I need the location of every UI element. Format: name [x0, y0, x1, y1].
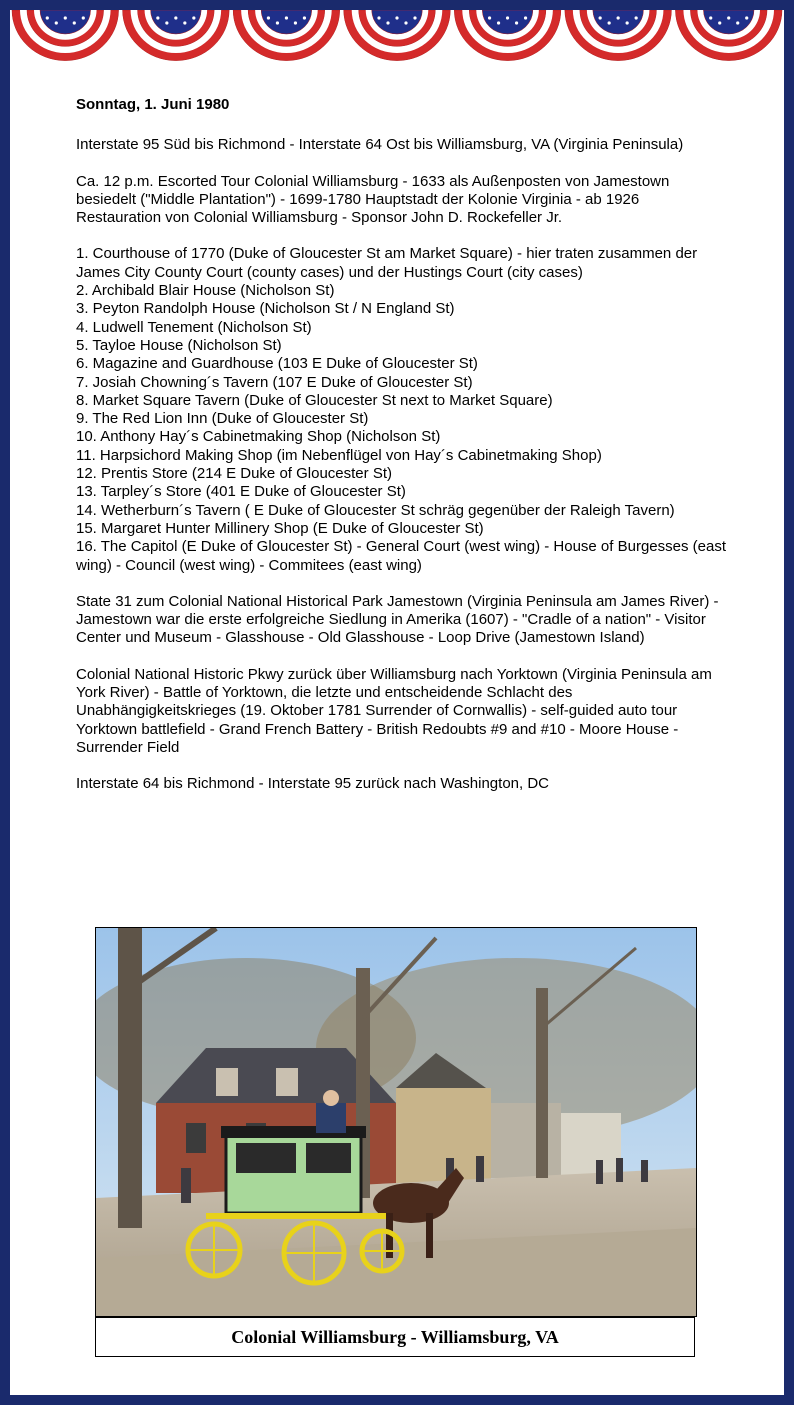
- route-paragraph: Interstate 95 Süd bis Richmond - Interstate 64 Ost bis Williamsburg, VA (Virginia Peninsula): [76, 136, 684, 154]
- bunting-fan: [454, 10, 561, 61]
- tour-paragraph: Ca. 12 p.m. Escorted Tour Colonial Williamsburg - 1633 als Außenposten von Jamestown besiedelt ("Middle Plantation") - 1699-1780 Hauptstadt der Kolonie Virginia - ab 1926 Restauration von Colonial Williamsburg - Sponsor John D. Rockefeller Jr.: [76, 172, 670, 227]
- jamestown-paragraph: State 31 zum Colonial National Historical Park Jamestown (Virginia Peninsula am James River) - Jamestown war die erste erfolgreiche Siedlung in Amerika (1607) - "Cradle of a nation" - Visitor Center und Museum - Glasshouse - Old Glasshouse - Loop Drive (Jamestown Island): [76, 592, 719, 647]
- list-item: 4. Ludwell Tenement (Nicholson St): [76, 318, 312, 336]
- list-item: 5. Tayloe House (Nicholson St): [76, 336, 282, 354]
- list-item: 10. Anthony Hay´s Cabinetmaking Shop (Nicholson St): [76, 428, 441, 446]
- list-item: 14. Wetherburn´s Tavern ( E Duke of Gloucester St schräg gegenüber der Raleigh Tavern): [76, 501, 675, 519]
- list-item: 1. Courthouse of 1770 (Duke of Gloucester St am Market Square) - hier traten zusammen der James City County Court (county cases) und der Hustings Court (city cases): [76, 245, 698, 281]
- williamsburg-photo: [95, 927, 697, 1317]
- list-item: 11. Harpsichord Making Shop (im Nebenflügel von Hay´s Cabinetmaking Shop): [76, 446, 602, 464]
- photo-caption: Colonial Williamsburg - Williamsburg, VA: [95, 1317, 695, 1357]
- bunting-fan: [565, 10, 672, 61]
- list-item: 16. The Capitol (E Duke of Gloucester St) - General Court (west wing) - House of Burgesses (east wing) - Council (west wing) - Commitees (east wing): [76, 538, 726, 574]
- list-item: 12. Prentis Store (214 E Duke of Gloucester St): [76, 465, 392, 483]
- main-content: [76, 96, 726, 812]
- bunting-fan: [12, 10, 119, 61]
- list-item: 6. Magazine and Guardhouse (103 E Duke of Gloucester St): [76, 355, 478, 373]
- bunting-fan: [675, 10, 782, 61]
- list-item: 15. Margaret Hunter Millinery Shop (E Duke of Gloucester St): [76, 519, 484, 537]
- sites-list: [76, 245, 726, 574]
- bunting-fan: [233, 10, 340, 61]
- list-item: 8. Market Square Tavern (Duke of Gloucester St next to Market Square): [76, 391, 553, 409]
- page: [10, 10, 784, 1395]
- carriage-street-scene: [96, 928, 696, 1316]
- yorktown-paragraph: Colonial National Historic Pkwy zurück über Williamsburg nach Yorktown (Virginia Peninsula am York River) - Battle of Yorktown, die letzte und entscheidende Schlacht des Unabhängigkeitskrieges (19. Oktober 1781 Surrender of Cornwallis) - self-guided auto tour Yorktown battlefield - Grand French Battery - British Redoubts #9 and #10 - Moore House - Surrender Field: [76, 665, 712, 756]
- page-date: Sonntag, 1. Juni 1980: [76, 96, 230, 113]
- patriotic-bunting: [10, 10, 784, 80]
- list-item: 9. The Red Lion Inn (Duke of Gloucester St): [76, 410, 369, 428]
- list-item: 2. Archibald Blair House (Nicholson St): [76, 282, 335, 300]
- bunting-fan: [123, 10, 230, 61]
- bunting-fan: [344, 10, 451, 61]
- return-paragraph: Interstate 64 bis Richmond - Interstate 95 zurück nach Washington, DC: [76, 775, 550, 793]
- list-item: 13. Tarpley´s Store (401 E Duke of Gloucester St): [76, 483, 406, 501]
- list-item: 7. Josiah Chowning´s Tavern (107 E Duke of Gloucester St): [76, 373, 473, 391]
- list-item: 3. Peyton Randolph House (Nicholson St / N England St): [76, 300, 455, 318]
